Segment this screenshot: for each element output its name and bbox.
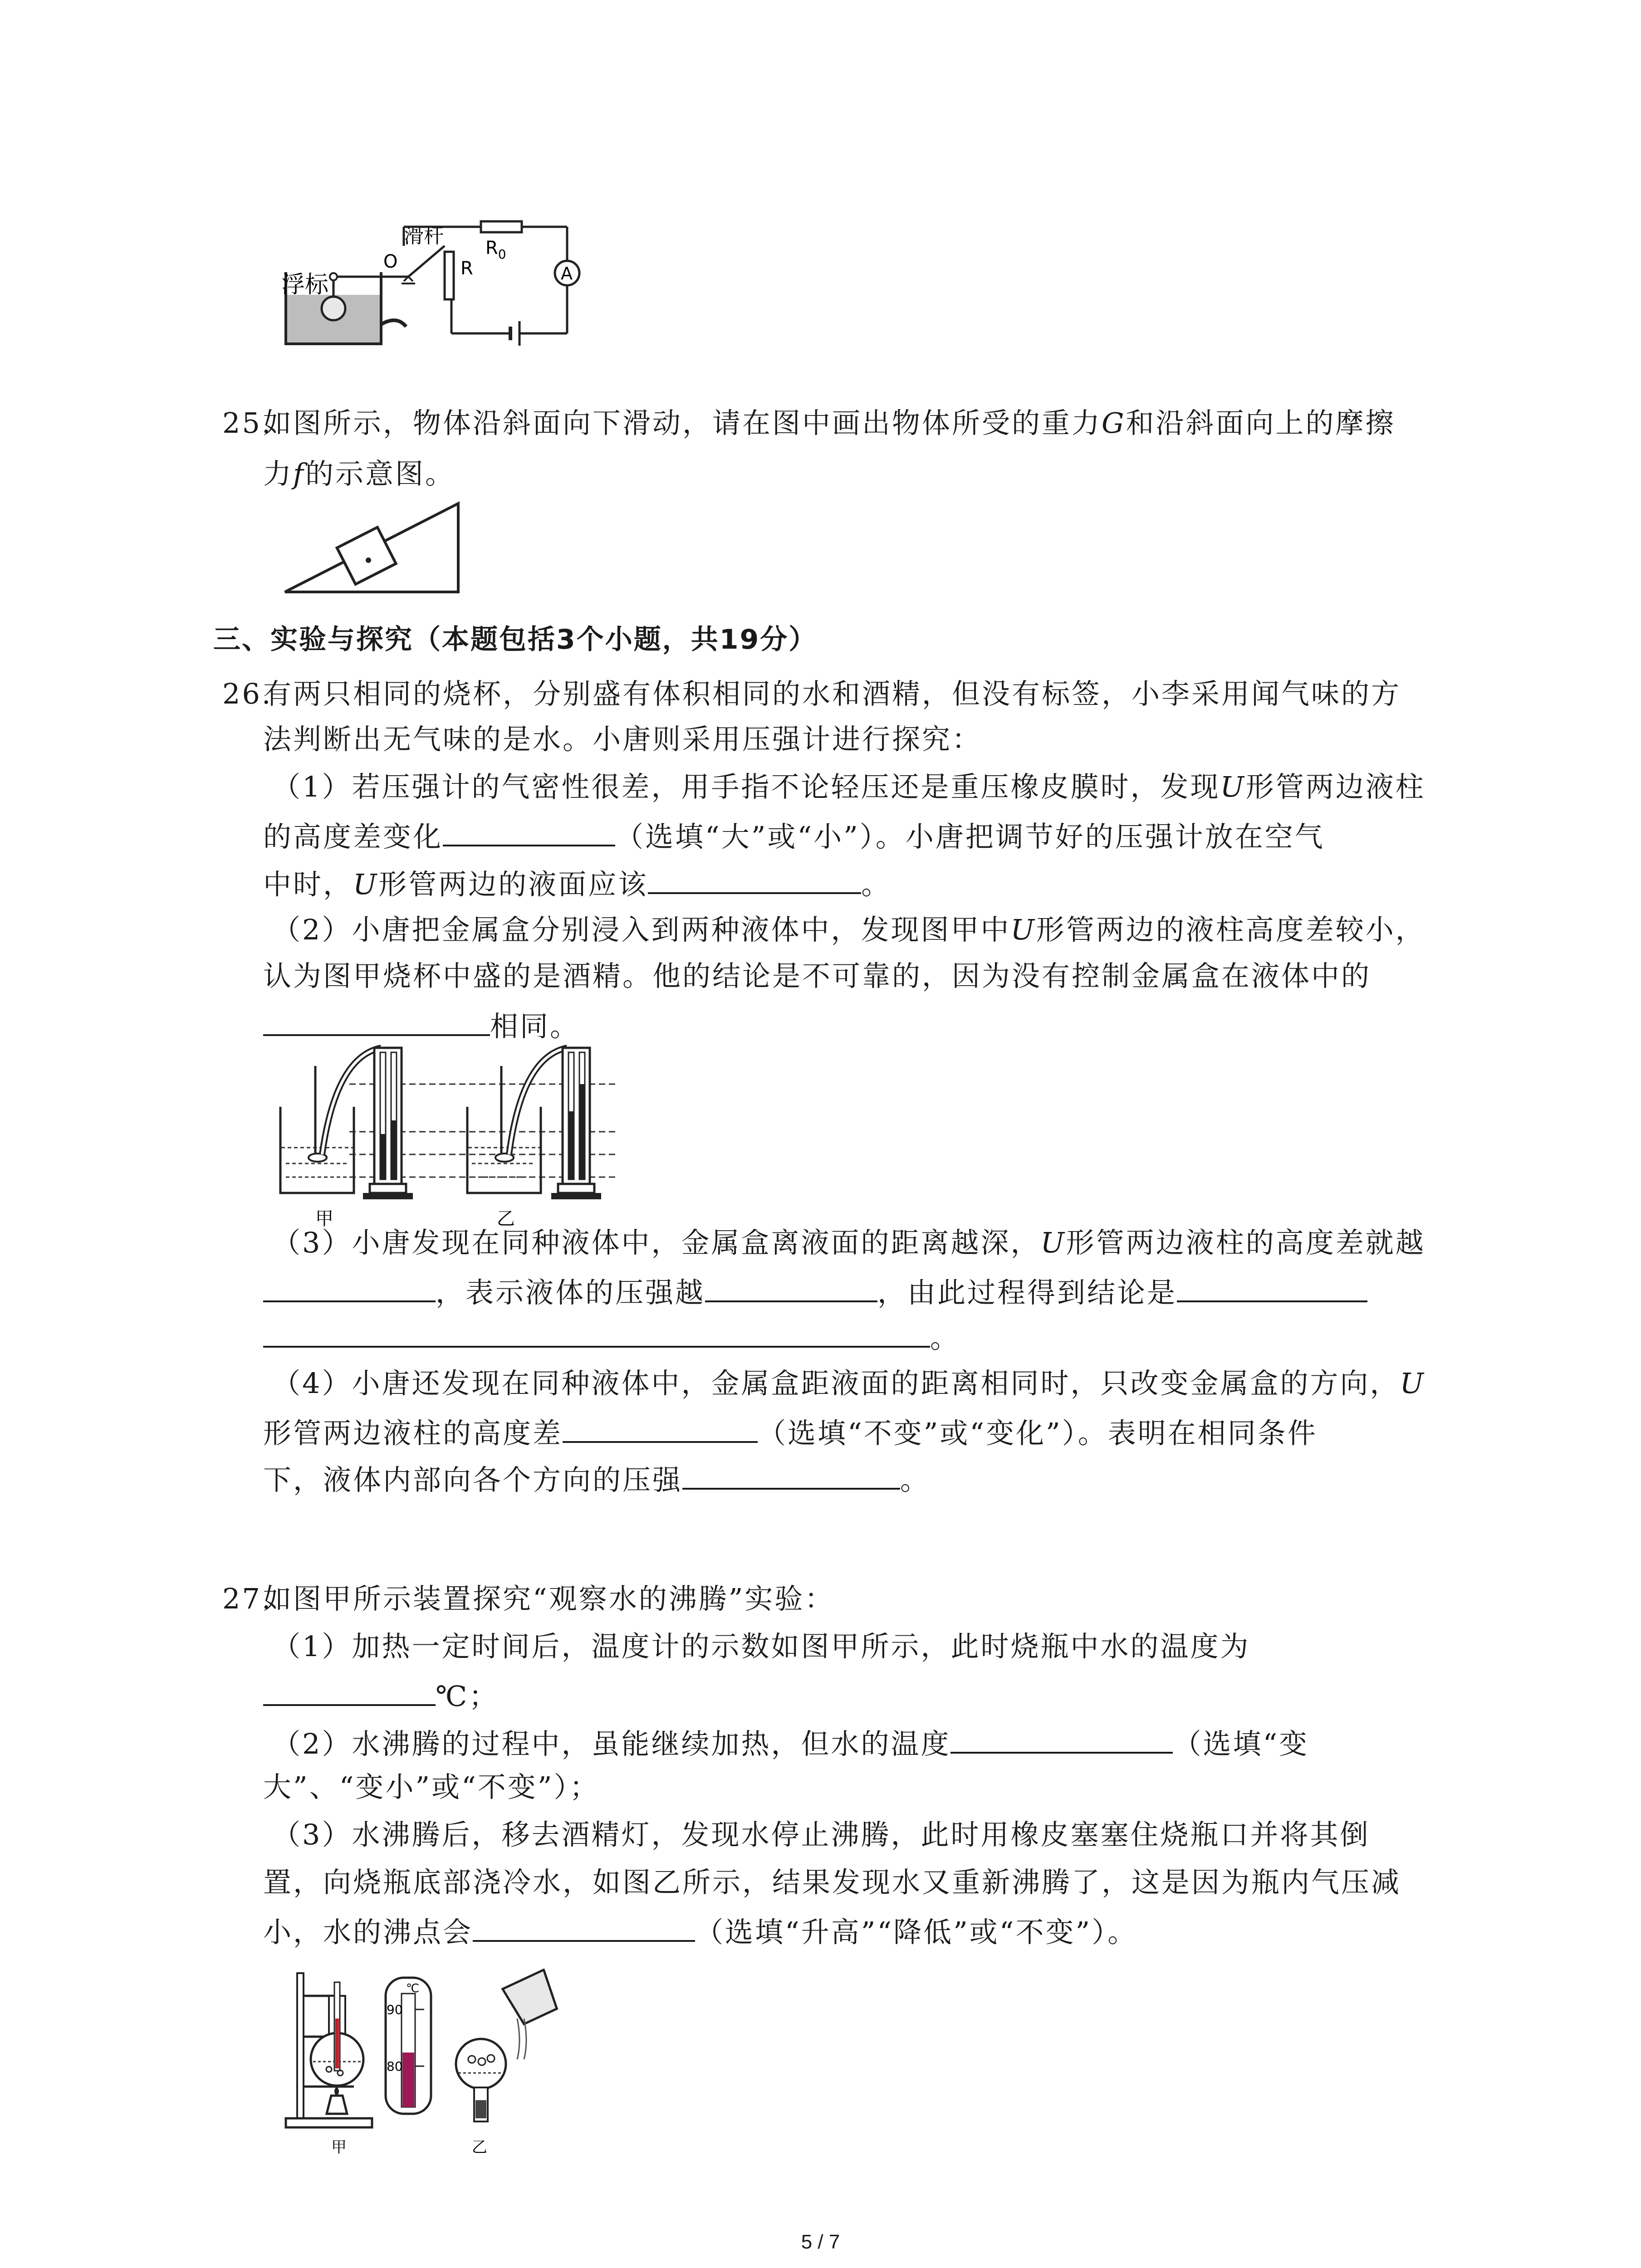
answer-blank[interactable]: [563, 1413, 758, 1443]
q26-p4-line-3: 下，液体内部向各个方向的压强 。: [263, 1460, 930, 1498]
page-number: 5 / 7: [801, 2231, 840, 2253]
q26-p4-line-2: 形管两边液柱的高度差 （选填“不变”或“变化”）。表明在相同条件: [263, 1413, 1318, 1452]
q26-p4-line-1: （4）小唐还发现在同种液体中，金属盒距液面的距离相同时，只改变金属盒的方向，U: [272, 1367, 1425, 1400]
answer-blank[interactable]: [1177, 1272, 1367, 1302]
q26-p3-line-2: ，表示液体的压强越 ，由此过程得到结论是: [263, 1272, 1367, 1311]
q25-line-2: 力f的示意图。: [263, 457, 455, 490]
q26-p2-line-2: 认为图甲烧杯中盛的是酒精。他的结论是不可靠的，因为没有控制金属盒在液体中的: [263, 959, 1372, 992]
answer-blank[interactable]: [473, 1912, 695, 1942]
q26-p2-line-3: 相同。: [263, 1006, 580, 1045]
svg-text:滑杆: 滑杆: [404, 225, 444, 248]
answer-blank[interactable]: [263, 1006, 490, 1036]
q26-p3-line-3: 。: [263, 1318, 960, 1356]
beaker-jia: [280, 1048, 413, 1229]
answer-blank[interactable]: [682, 1460, 900, 1490]
svg-text:浮标: 浮标: [281, 271, 329, 298]
svg-text:R: R: [460, 258, 473, 279]
q26-p3-line-1: （3）小唐发现在同种液体中，金属盒离液面的距离越深，U形管两边液柱的高度差就越: [272, 1226, 1425, 1259]
answer-blank[interactable]: [443, 816, 615, 846]
q27-p1-line-2: ℃；: [263, 1676, 499, 1715]
svg-text:甲: 甲: [331, 2138, 347, 2156]
q27-p1-line-1: （1）加热一定时间后，温度计的示数如图甲所示，此时烧瓶中水的温度为: [272, 1630, 1250, 1663]
svg-text:℃: ℃: [406, 1982, 420, 1995]
beaker-yi: [467, 1048, 601, 1229]
answer-blank[interactable]: [263, 1272, 436, 1302]
q27-p2-line-2: 大”、“变小”或“不变”）；: [263, 1770, 600, 1804]
manometer-figure: [272, 1039, 635, 1234]
svg-text:A: A: [561, 264, 573, 284]
answer-blank[interactable]: [950, 1724, 1173, 1754]
answer-blank[interactable]: [705, 1272, 877, 1302]
q26-line-2: 法判断出无气味的是水。小唐则采用压强计进行探究：: [263, 723, 982, 756]
svg-text:乙: 乙: [497, 1208, 515, 1229]
q26-line-1: 26.有两只相同的烧杯，分别盛有体积相同的水和酒精，但没有标签，小李采用闻气味的方: [222, 677, 1401, 710]
section-3-heading: 三、实验与探究（本题包括3个小题，共19分）: [213, 624, 818, 655]
svg-text:80: 80: [387, 2059, 403, 2074]
boiling-figure: [281, 1969, 599, 2159]
q26-p1-line-2: 的高度差变化 （选填“大”或“小”）。小唐把调节好的压强计放在空气: [263, 816, 1325, 855]
q26-p2-line-1: （2）小唐把金属盒分别浸入到两种液体中，发现图甲中U形管两边的液柱高度差较小，: [272, 913, 1425, 946]
q26-p1-line-3: 中时，U形管两边的液面应该 。: [263, 864, 891, 903]
svg-text:乙: 乙: [472, 2138, 487, 2156]
q27-line-1: 27.如图甲所示装置探究“观察水的沸腾”实验：: [222, 1582, 835, 1615]
float-circuit-figure: [272, 218, 599, 354]
q27-p2-line-1: （2）水沸腾的过程中，虽能继续加热，但水的温度 （选填“变: [272, 1724, 1309, 1762]
answer-blank[interactable]: [263, 1318, 930, 1348]
q27-p3-line-1: （3）水沸腾后，移去酒精灯，发现水停止沸腾，此时用橡皮塞塞住烧瓶口并将其倒: [272, 1818, 1370, 1851]
answer-blank[interactable]: [648, 864, 861, 894]
svg-text:R0: $R_0$: [485, 238, 506, 262]
q26-p1-line-1: （1）若压强计的气密性很差，用手指不论轻压还是重压橡皮膜时，发现U形管两边液柱: [272, 770, 1425, 803]
incline-figure: [281, 499, 463, 596]
svg-text:甲: 甲: [315, 1208, 333, 1229]
svg-text:O: O: [383, 251, 398, 272]
q25-line-1: 25.如图所示，物体沿斜面向下滑动，请在图中画出物体所受的重力G和沿斜面向上的摩擦: [222, 406, 1396, 440]
answer-blank[interactable]: [263, 1676, 436, 1706]
q27-p3-line-2: 置，向烧瓶底部浇冷水，如图乙所示，结果发现水又重新沸腾了，这是因为瓶内气压减: [263, 1866, 1401, 1899]
q27-p3-line-3: 小，水的沸点会 （选填“升高”“降低”或“不变”）。: [263, 1912, 1137, 1950]
svg-text:90: 90: [387, 2002, 403, 2017]
